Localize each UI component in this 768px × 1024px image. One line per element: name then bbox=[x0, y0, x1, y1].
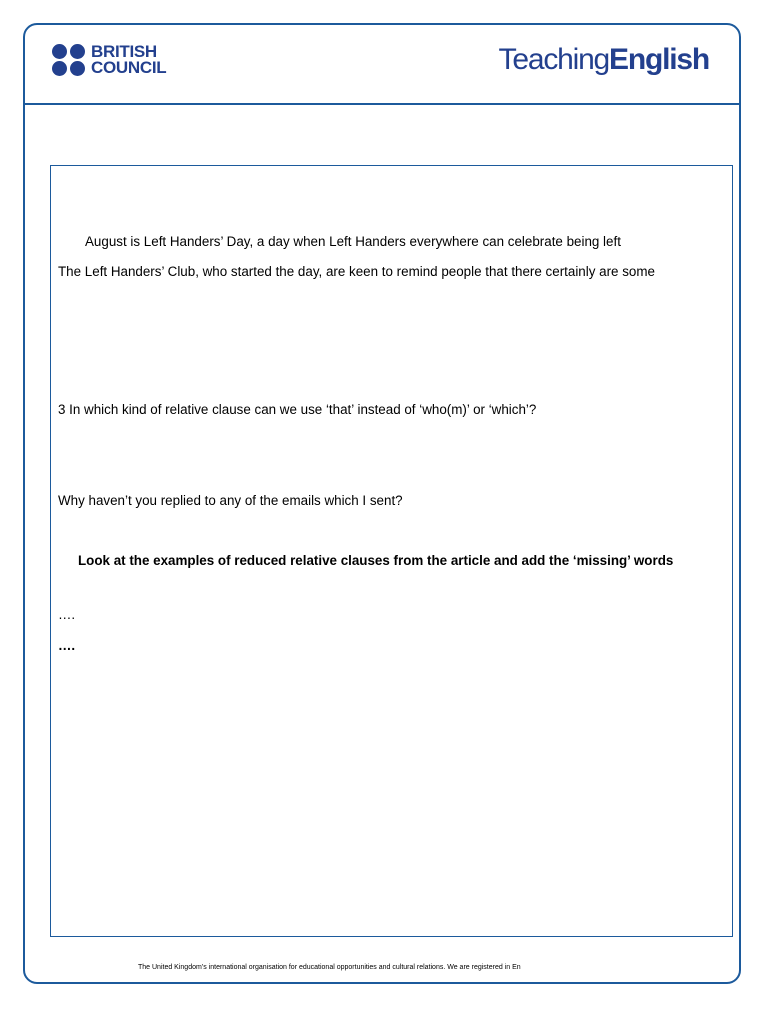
teaching-english-logo-bold: English bbox=[609, 43, 709, 76]
task-heading: Look at the examples of reduced relative clauses from the article and add the ‘missing’ words bbox=[78, 553, 674, 568]
teaching-english-logo bbox=[499, 43, 709, 77]
content-box bbox=[50, 165, 733, 937]
teaching-english-logo-light: Teaching bbox=[498, 43, 610, 76]
header-divider bbox=[25, 103, 739, 105]
ellipsis-line-2: …. bbox=[58, 638, 76, 653]
question-3: 3 In which kind of relative clause can we use ‘that’ instead of ‘who(m)’ or ‘which’? bbox=[58, 402, 537, 417]
british-council-logo-line1: BRITISH bbox=[91, 42, 157, 61]
text-line-left-handers-club: The Left Handers’ Club, who started the day, are keen to remind people that there certainly are some bbox=[58, 264, 655, 279]
text-line-left-handers-day: August is Left Handers’ Day, a day when Left Handers everywhere can celebrate being left bbox=[85, 234, 621, 249]
ellipsis-line-1: …. bbox=[58, 607, 76, 622]
footer-text: The United Kingdom’s international organisation for educational opportunities and cultural relations. We are registered in En bbox=[138, 964, 521, 971]
british-council-logo-line2: COUNCIL bbox=[91, 58, 167, 77]
example-sentence: Why haven’t you replied to any of the emails which I sent? bbox=[58, 493, 403, 508]
british-council-logo bbox=[52, 44, 166, 76]
british-council-dots-icon bbox=[52, 44, 85, 76]
